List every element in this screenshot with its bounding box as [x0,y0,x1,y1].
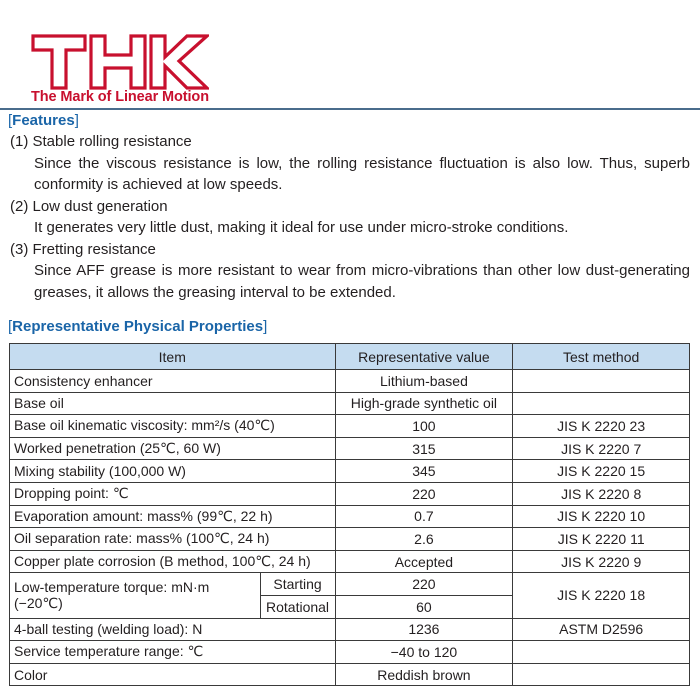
row-value: Reddish brown [335,663,513,686]
table-row [10,392,690,415]
brand-tagline: The Mark of Linear Motion [31,89,209,105]
row-value: 100 [335,415,513,438]
table-row [10,460,690,483]
row-item: Mixing stability (100,000 W) [10,460,336,483]
row-method [513,370,690,393]
row-item: Consistency enhancer [10,370,336,393]
table-row [10,505,690,528]
row-value: Lithium-based [335,370,513,393]
table-row [10,618,690,641]
header-item: Item [10,344,336,370]
row-value: 220 [335,482,513,505]
row-value: High-grade synthetic oil [335,392,513,415]
torque-method: JIS K 2220 18 [513,573,690,618]
properties-heading: [Representative Physical Properties] [8,318,268,335]
table-header-row [10,344,690,370]
features-list [10,131,690,303]
row-value: 1236 [335,618,513,641]
header-divider [0,108,700,110]
header-method: Test method [513,344,690,370]
row-method: JIS K 2220 8 [513,482,690,505]
table-row [10,415,690,438]
row-method: JIS K 2220 9 [513,550,690,573]
row-item: Worked penetration (25℃, 60 W) [10,437,336,460]
features-heading-text: Features [12,112,75,129]
table-row [10,528,690,551]
table-row [10,437,690,460]
table-row [10,482,690,505]
row-item: 4-ball testing (welding load): N [10,618,336,641]
row-value: 2.6 [335,528,513,551]
row-value: −40 to 120 [335,641,513,664]
torque-starting-label: Starting [260,573,335,596]
row-method: JIS K 2220 10 [513,505,690,528]
thk-logo-mark [31,34,209,90]
feature-1-text: Since the viscous resistance is low, the rolling resistance fluctuation is also low. Thus, superb conformity is achieved at low speeds. [34,154,690,193]
feature-3-text: Since AFF grease is more resistant to wear from micro-vibrations than other low dust-generating greases, it allows the greasing interval to be extended. [34,262,690,301]
row-value: 315 [335,437,513,460]
torque-starting-value: 220 [335,573,513,596]
table-row-torque-starting [10,573,690,596]
row-method [513,392,690,415]
table-row [10,370,690,393]
row-method: ASTM D2596 [513,618,690,641]
table-row [10,641,690,664]
table-row [10,550,690,573]
feature-2-text: It generates very little dust, making it ideal for use under micro-stroke conditions. [34,219,569,236]
row-method: JIS K 2220 15 [513,460,690,483]
row-method: JIS K 2220 7 [513,437,690,460]
row-value: 0.7 [335,505,513,528]
row-item: Dropping point: ℃ [10,482,336,505]
feature-3-heading: (3) Fretting resistance [10,240,156,258]
row-item: Color [10,663,336,686]
row-method: JIS K 2220 23 [513,415,690,438]
torque-rotational-value: 60 [335,595,513,618]
torque-rotational-label: Rotational [260,595,335,618]
row-method: JIS K 2220 11 [513,528,690,551]
row-item: Service temperature range: ℃ [10,641,336,664]
row-item: Base oil [10,392,336,415]
row-item: Copper plate corrosion (B method, 100℃, 24 h) [10,550,336,573]
thk-logo [31,34,209,90]
row-item: Oil separation rate: mass% (100℃, 24 h) [10,528,336,551]
row-value: 345 [335,460,513,483]
features-heading: [Features] [8,112,79,129]
properties-table [9,343,690,686]
header-value: Representative value [335,344,513,370]
row-value: Accepted [335,550,513,573]
row-item: Evaporation amount: mass% (99℃, 22 h) [10,505,336,528]
feature-2-heading: (2) Low dust generation [10,197,168,215]
feature-1-heading: (1) Stable rolling resistance [10,133,192,150]
properties-heading-text: Representative Physical Properties [12,318,264,335]
table-row [10,663,690,686]
row-method [513,663,690,686]
row-method [513,641,690,664]
torque-item: Low-temperature torque: mN·m (−20℃) [10,573,261,618]
row-item: Base oil kinematic viscosity: mm²/s (40℃) [10,415,336,438]
